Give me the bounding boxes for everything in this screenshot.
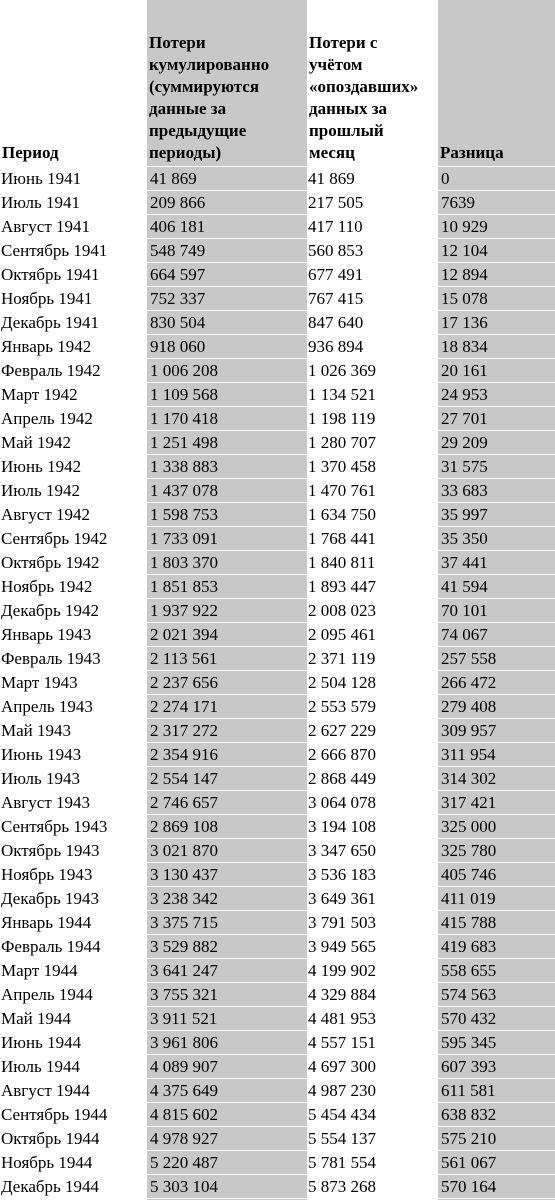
table-row xyxy=(0,239,555,263)
header-cumulative-losses[interactable]: Потери кумулированно (суммируются данные за предыдущие периоды) xyxy=(147,0,307,167)
cell-adjusted[interactable]: 3 064 078 xyxy=(307,791,438,815)
cell-cumulative[interactable]: 2 746 657 xyxy=(147,791,307,815)
cell-cumulative[interactable]: 752 337 xyxy=(147,287,307,311)
cell-adjusted[interactable]: 767 415 xyxy=(307,287,438,311)
table-row xyxy=(0,431,555,455)
cell-period[interactable]: Январь 1944 xyxy=(0,911,147,935)
cell-difference[interactable]: 570 164 xyxy=(438,1175,555,1199)
table-row xyxy=(0,911,555,935)
cell-adjusted[interactable]: 560 853 xyxy=(307,239,438,263)
cell-adjusted[interactable]: 2 553 579 xyxy=(307,695,438,719)
cell-cumulative[interactable]: 2 237 656 xyxy=(147,671,307,695)
cell-adjusted[interactable]: 4 987 230 xyxy=(307,1079,438,1103)
table-row xyxy=(0,551,555,575)
cell-adjusted[interactable]: 41 869 xyxy=(307,167,438,191)
cell-difference[interactable]: 311 954 xyxy=(438,743,555,767)
cell-period[interactable]: Июль 1942 xyxy=(0,479,147,503)
cell-difference[interactable]: 27 701 xyxy=(438,407,555,431)
cell-adjusted[interactable]: 2 008 023 xyxy=(307,599,438,623)
cell-adjusted[interactable]: 3 649 361 xyxy=(307,887,438,911)
cell-difference[interactable]: 74 067 xyxy=(438,623,555,647)
cell-difference[interactable]: 0 xyxy=(438,167,555,191)
cell-difference[interactable]: 638 832 xyxy=(438,1103,555,1127)
header-adjusted-losses[interactable]: Потери с учётом «опоздавших» данных за прошлый месяц xyxy=(307,0,438,167)
cell-cumulative[interactable]: 2 869 108 xyxy=(147,815,307,839)
cell-period[interactable]: Декабрь 1943 xyxy=(0,887,147,911)
cell-adjusted[interactable]: 417 110 xyxy=(307,215,438,239)
table-row xyxy=(0,1007,555,1031)
cell-difference[interactable]: 10 929 xyxy=(438,215,555,239)
cell-adjusted[interactable]: 5 781 554 xyxy=(307,1151,438,1175)
cell-cumulative[interactable]: 3 911 521 xyxy=(147,1007,307,1031)
cell-period[interactable]: Октябрь 1941 xyxy=(0,263,147,287)
cell-difference[interactable]: 405 746 xyxy=(438,863,555,887)
cell-period[interactable]: Июнь 1942 xyxy=(0,455,147,479)
cell-difference[interactable]: 24 953 xyxy=(438,383,555,407)
cell-difference[interactable]: 314 302 xyxy=(438,767,555,791)
table-row xyxy=(0,215,555,239)
cell-period[interactable]: Октябрь 1944 xyxy=(0,1127,147,1151)
cell-cumulative[interactable]: 1 937 922 xyxy=(147,599,307,623)
cell-adjusted[interactable]: 3 536 183 xyxy=(307,863,438,887)
table-row xyxy=(0,839,555,863)
cell-cumulative[interactable]: 2 021 394 xyxy=(147,623,307,647)
table-row xyxy=(0,527,555,551)
cell-difference[interactable]: 325 000 xyxy=(438,815,555,839)
cell-cumulative[interactable]: 3 961 806 xyxy=(147,1031,307,1055)
cell-difference[interactable]: 574 563 xyxy=(438,983,555,1007)
table-row xyxy=(0,647,555,671)
table-row xyxy=(0,863,555,887)
cell-cumulative[interactable]: 4 978 927 xyxy=(147,1127,307,1151)
table-row xyxy=(0,479,555,503)
table-row xyxy=(0,695,555,719)
cell-adjusted[interactable]: 1 370 458 xyxy=(307,455,438,479)
cell-adjusted[interactable]: 4 329 884 xyxy=(307,983,438,1007)
cell-difference[interactable]: 317 421 xyxy=(438,791,555,815)
cell-cumulative[interactable]: 406 181 xyxy=(147,215,307,239)
cell-adjusted[interactable]: 4 199 902 xyxy=(307,959,438,983)
table-row xyxy=(0,887,555,911)
cell-difference[interactable]: 18 834 xyxy=(438,335,555,359)
cell-cumulative[interactable]: 1 803 370 xyxy=(147,551,307,575)
cell-cumulative[interactable]: 2 354 916 xyxy=(147,743,307,767)
cell-adjusted[interactable]: 5 554 137 xyxy=(307,1127,438,1151)
table-row xyxy=(0,1079,555,1103)
cell-cumulative[interactable]: 41 869 xyxy=(147,167,307,191)
cell-difference[interactable]: 595 345 xyxy=(438,1031,555,1055)
cell-adjusted[interactable]: 5 873 268 xyxy=(307,1175,438,1199)
cell-cumulative[interactable]: 2 113 561 xyxy=(147,647,307,671)
cell-period[interactable]: Сентябрь 1944 xyxy=(0,1103,147,1127)
cell-cumulative[interactable]: 2 554 147 xyxy=(147,767,307,791)
cell-period[interactable]: Январь 1943 xyxy=(0,623,147,647)
cell-difference[interactable]: 558 655 xyxy=(438,959,555,983)
cell-cumulative[interactable]: 3 238 342 xyxy=(147,887,307,911)
cell-cumulative[interactable]: 1 006 208 xyxy=(147,359,307,383)
table-row xyxy=(0,1151,555,1175)
cell-cumulative[interactable]: 3 130 437 xyxy=(147,863,307,887)
table-row xyxy=(0,191,555,215)
table-row xyxy=(0,407,555,431)
cell-period[interactable]: Сентябрь 1943 xyxy=(0,815,147,839)
cell-cumulative[interactable]: 1 437 078 xyxy=(147,479,307,503)
table-body xyxy=(0,167,555,1199)
table-row xyxy=(0,1103,555,1127)
table-row xyxy=(0,743,555,767)
table-row xyxy=(0,623,555,647)
cell-period[interactable]: Август 1941 xyxy=(0,215,147,239)
cell-cumulative[interactable]: 209 866 xyxy=(147,191,307,215)
cell-cumulative[interactable]: 2 317 272 xyxy=(147,719,307,743)
cell-difference[interactable]: 33 683 xyxy=(438,479,555,503)
cell-period[interactable]: Декабрь 1941 xyxy=(0,311,147,335)
table-row xyxy=(0,335,555,359)
cell-period[interactable]: Май 1943 xyxy=(0,719,147,743)
cell-cumulative[interactable]: 1 598 753 xyxy=(147,503,307,527)
table-row xyxy=(0,1055,555,1079)
cell-cumulative[interactable]: 664 597 xyxy=(147,263,307,287)
table-row xyxy=(0,599,555,623)
cell-period[interactable]: Октябрь 1942 xyxy=(0,551,147,575)
cell-cumulative[interactable]: 5 303 104 xyxy=(147,1175,307,1199)
cell-cumulative[interactable]: 4 089 907 xyxy=(147,1055,307,1079)
table-row xyxy=(0,671,555,695)
cell-cumulative[interactable]: 918 060 xyxy=(147,335,307,359)
cell-adjusted[interactable]: 4 557 151 xyxy=(307,1031,438,1055)
cell-difference[interactable]: 15 078 xyxy=(438,287,555,311)
table-row xyxy=(0,167,555,191)
cell-adjusted[interactable]: 1 026 369 xyxy=(307,359,438,383)
cell-period[interactable]: Июнь 1943 xyxy=(0,743,147,767)
cell-difference[interactable]: 12 104 xyxy=(438,239,555,263)
cell-difference[interactable]: 575 210 xyxy=(438,1127,555,1151)
table-row xyxy=(0,959,555,983)
cell-difference[interactable]: 257 558 xyxy=(438,647,555,671)
table-row xyxy=(0,1175,555,1199)
cell-period[interactable]: Август 1943 xyxy=(0,791,147,815)
table-row xyxy=(0,983,555,1007)
cell-adjusted[interactable]: 3 791 503 xyxy=(307,911,438,935)
cell-difference[interactable]: 29 209 xyxy=(438,431,555,455)
cell-period[interactable]: Декабрь 1944 xyxy=(0,1175,147,1199)
cell-adjusted[interactable]: 1 280 707 xyxy=(307,431,438,455)
table-row xyxy=(0,1031,555,1055)
cell-cumulative[interactable]: 3 375 715 xyxy=(147,911,307,935)
cell-cumulative[interactable]: 4 375 649 xyxy=(147,1079,307,1103)
cell-period[interactable]: Март 1943 xyxy=(0,671,147,695)
cell-period[interactable]: Май 1944 xyxy=(0,1007,147,1031)
table-row xyxy=(0,575,555,599)
cell-period[interactable]: Ноябрь 1943 xyxy=(0,863,147,887)
cell-period[interactable]: Февраль 1944 xyxy=(0,935,147,959)
cell-adjusted[interactable]: 2 371 119 xyxy=(307,647,438,671)
cell-adjusted[interactable]: 3 347 650 xyxy=(307,839,438,863)
cell-cumulative[interactable]: 2 274 171 xyxy=(147,695,307,719)
cell-adjusted[interactable]: 677 491 xyxy=(307,263,438,287)
cell-difference[interactable]: 279 408 xyxy=(438,695,555,719)
cell-adjusted[interactable]: 2 504 128 xyxy=(307,671,438,695)
cell-cumulative[interactable]: 830 504 xyxy=(147,311,307,335)
cell-adjusted[interactable]: 936 894 xyxy=(307,335,438,359)
cell-period[interactable]: Апрель 1944 xyxy=(0,983,147,1007)
cell-adjusted[interactable]: 4 697 300 xyxy=(307,1055,438,1079)
cell-difference[interactable]: 607 393 xyxy=(438,1055,555,1079)
cell-adjusted[interactable]: 217 505 xyxy=(307,191,438,215)
cell-cumulative[interactable]: 1 109 568 xyxy=(147,383,307,407)
cell-period[interactable]: Ноябрь 1944 xyxy=(0,1151,147,1175)
cell-adjusted[interactable]: 1 840 811 xyxy=(307,551,438,575)
cell-period[interactable]: Август 1944 xyxy=(0,1079,147,1103)
table-row xyxy=(0,815,555,839)
cell-cumulative[interactable]: 1 851 853 xyxy=(147,575,307,599)
cell-difference[interactable]: 70 101 xyxy=(438,599,555,623)
cell-cumulative[interactable]: 4 815 602 xyxy=(147,1103,307,1127)
table-row xyxy=(0,263,555,287)
table-row xyxy=(0,935,555,959)
table-row xyxy=(0,383,555,407)
cell-period[interactable]: Февраль 1943 xyxy=(0,647,147,671)
cell-difference[interactable]: 17 136 xyxy=(438,311,555,335)
table-row xyxy=(0,455,555,479)
cell-cumulative[interactable]: 1 251 498 xyxy=(147,431,307,455)
cell-period[interactable]: Июль 1943 xyxy=(0,767,147,791)
table-row xyxy=(0,719,555,743)
cell-period[interactable]: Июнь 1941 xyxy=(0,167,147,191)
cell-difference[interactable]: 309 957 xyxy=(438,719,555,743)
table-row xyxy=(0,359,555,383)
cell-adjusted[interactable]: 847 640 xyxy=(307,311,438,335)
cell-difference[interactable]: 12 894 xyxy=(438,263,555,287)
cell-period[interactable]: Сентябрь 1942 xyxy=(0,527,147,551)
cell-difference[interactable]: 37 441 xyxy=(438,551,555,575)
cell-period[interactable]: Сентябрь 1941 xyxy=(0,239,147,263)
table-row xyxy=(0,1127,555,1151)
cell-period[interactable]: Февраль 1942 xyxy=(0,359,147,383)
cell-difference[interactable]: 31 575 xyxy=(438,455,555,479)
cell-period[interactable]: Октябрь 1943 xyxy=(0,839,147,863)
cell-cumulative[interactable]: 5 220 487 xyxy=(147,1151,307,1175)
cell-difference[interactable]: 20 161 xyxy=(438,359,555,383)
cell-difference[interactable]: 415 788 xyxy=(438,911,555,935)
cell-period[interactable]: Март 1942 xyxy=(0,383,147,407)
cell-difference[interactable]: 611 581 xyxy=(438,1079,555,1103)
header-period[interactable]: Период xyxy=(0,0,147,167)
cell-difference[interactable]: 570 432 xyxy=(438,1007,555,1031)
header-difference[interactable]: Разница xyxy=(438,0,555,167)
cell-cumulative[interactable]: 1 338 883 xyxy=(147,455,307,479)
cell-adjusted[interactable]: 1 134 521 xyxy=(307,383,438,407)
cell-period[interactable]: Ноябрь 1942 xyxy=(0,575,147,599)
cell-difference[interactable]: 325 780 xyxy=(438,839,555,863)
table-row xyxy=(0,311,555,335)
cell-adjusted[interactable]: 1 198 119 xyxy=(307,407,438,431)
table-row xyxy=(0,287,555,311)
cell-difference[interactable]: 35 350 xyxy=(438,527,555,551)
cell-cumulative[interactable]: 1 170 418 xyxy=(147,407,307,431)
cell-adjusted[interactable]: 1 893 447 xyxy=(307,575,438,599)
table-row xyxy=(0,791,555,815)
cell-adjusted[interactable]: 4 481 953 xyxy=(307,1007,438,1031)
cell-difference[interactable]: 35 997 xyxy=(438,503,555,527)
cell-cumulative[interactable]: 1 733 091 xyxy=(147,527,307,551)
cell-period[interactable]: Апрель 1942 xyxy=(0,407,147,431)
cell-difference[interactable]: 419 683 xyxy=(438,935,555,959)
cell-period[interactable]: Май 1942 xyxy=(0,431,147,455)
cell-period[interactable]: Август 1942 xyxy=(0,503,147,527)
cell-cumulative[interactable]: 3 755 321 xyxy=(147,983,307,1007)
cell-adjusted[interactable]: 3 194 108 xyxy=(307,815,438,839)
cell-period[interactable]: Апрель 1943 xyxy=(0,695,147,719)
cell-adjusted[interactable]: 1 470 761 xyxy=(307,479,438,503)
table-row xyxy=(0,503,555,527)
cell-adjusted[interactable]: 2 627 229 xyxy=(307,719,438,743)
header-row xyxy=(0,0,555,167)
cell-period[interactable]: Март 1944 xyxy=(0,959,147,983)
cell-difference[interactable]: 266 472 xyxy=(438,671,555,695)
cell-adjusted[interactable]: 2 868 449 xyxy=(307,767,438,791)
cell-period[interactable]: Июнь 1944 xyxy=(0,1031,147,1055)
cell-adjusted[interactable]: 2 095 461 xyxy=(307,623,438,647)
table-row xyxy=(0,767,555,791)
cell-adjusted[interactable]: 1 634 750 xyxy=(307,503,438,527)
cell-adjusted[interactable]: 5 454 434 xyxy=(307,1103,438,1127)
cell-difference[interactable]: 411 019 xyxy=(438,887,555,911)
cell-adjusted[interactable]: 3 949 565 xyxy=(307,935,438,959)
cell-period[interactable]: Январь 1942 xyxy=(0,335,147,359)
cell-period[interactable]: Декабрь 1942 xyxy=(0,599,147,623)
cell-cumulative[interactable]: 3 529 882 xyxy=(147,935,307,959)
cell-adjusted[interactable]: 2 666 870 xyxy=(307,743,438,767)
cell-period[interactable]: Ноябрь 1941 xyxy=(0,287,147,311)
cell-cumulative[interactable]: 3 641 247 xyxy=(147,959,307,983)
cell-adjusted[interactable]: 1 768 441 xyxy=(307,527,438,551)
cell-difference[interactable]: 561 067 xyxy=(438,1151,555,1175)
cell-difference[interactable]: 41 594 xyxy=(438,575,555,599)
cell-difference[interactable]: 7639 xyxy=(438,191,555,215)
cell-cumulative[interactable]: 3 021 870 xyxy=(147,839,307,863)
cell-cumulative[interactable]: 548 749 xyxy=(147,239,307,263)
cell-period[interactable]: Июль 1941 xyxy=(0,191,147,215)
cell-period[interactable]: Июль 1944 xyxy=(0,1055,147,1079)
